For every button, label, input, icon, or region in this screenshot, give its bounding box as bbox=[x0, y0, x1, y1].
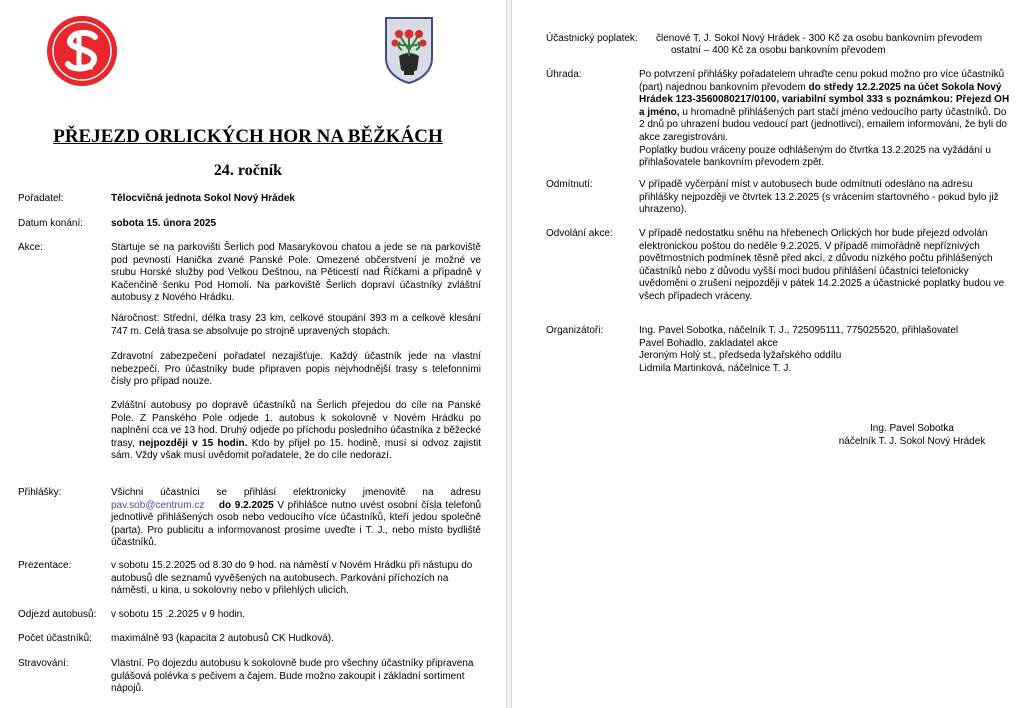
value-odmitnuti: V případě vyčerpání míst v autobusech bude odmítnutí odesláno na adresu přihlášky nejpozději ve čtvrtek 13.2.2025 (s vrácením startovného - pokud bylo již uhrazeno). bbox=[639, 179, 999, 216]
organizer-item: Jeroným Holý st., předseda lyžařského oddílu bbox=[639, 350, 842, 362]
prihlasky-text1: Všichni účastníci se přihlásí elektronicky jmenovitě na adresu bbox=[111, 487, 481, 498]
value-stravovani: Vlastní. Po dojezdu autobusu k sokolovně bude pro všechny účastníky připravena gulášová polévka s pečivem a čajem. Bude možno zakoupit i základní sortiment nápojů. bbox=[111, 658, 474, 695]
uhrada-text3: Poplatky budou vráceny pouze odhlášeným do čtvrtka 13.2.2025 na vyžádání u přihlašovatele bankovním převodem zpět. bbox=[639, 144, 991, 169]
value-uhrada bbox=[639, 69, 1011, 170]
value-akce-p1: Startuje se na parkovišti Šerlich pod Masarykovou chatou a jede se na parkoviště pod pevností Hanička zvané Panské Pole. Omezené občerstvení je možné ve srubu Horské služby pod Velkou Deštnou, na Pěticestí nad Říčkami a případně v Kačenčině šenku Pod Homolí. Na parkoviště Šerlich dopraví účastníky zvláštní autobusy z Nového Hrádku. bbox=[111, 242, 481, 304]
value-akce-p4 bbox=[111, 400, 481, 463]
town-crest-icon bbox=[384, 16, 434, 84]
value-akce-p2: Náročnost: Střední, délka trasy 23 km, celkové stoupání 393 m a celkové klesání 747 m. Celá trasa se absolvuje po strojně upravených stopách. bbox=[111, 313, 481, 337]
label-akce: Akce: bbox=[18, 242, 44, 253]
label-datum: Datum konání: bbox=[18, 218, 84, 229]
prihlasky-deadline: do 9.2.2025 bbox=[218, 499, 274, 511]
label-poradatel: Pořadatel: bbox=[18, 193, 64, 204]
signature-name: Ing. Pavel Sobotka bbox=[870, 423, 954, 434]
organizer-item: Lidmila Martinková, náčelnice T. J. bbox=[639, 362, 792, 374]
label-odvolani: Odvolání akce: bbox=[546, 228, 613, 239]
signature-role: náčelník T. J. Sokol Nový Hrádek bbox=[838, 436, 986, 447]
prihlasky-text2: V přihlášce nutno uvést osobní čísla telefonů jednotlivě přihlášených osob nebo vedoucího více účastníků, kteří jedou společně (parta). Pro publicitu a informovanost prosíme uveďte i T. J., nebo místo bydliště účastníků. bbox=[111, 499, 482, 549]
label-prezentace: Prezentace: bbox=[18, 560, 72, 571]
organizer-item: Pavel Bohadlo, zakladatel akce bbox=[639, 337, 778, 349]
document-title: PŘEJEZD ORLICKÝCH HOR NA BĚŽKÁCH bbox=[53, 126, 443, 147]
page-right bbox=[512, 0, 1024, 708]
value-datum: sobota 15. února 2025 bbox=[111, 218, 217, 229]
label-odjezd: Odjezd autobusů: bbox=[18, 609, 97, 620]
organizer-item: Ing. Pavel Sobotka, náčelník T. J., 725095111, 775025520, přihlašovatel bbox=[639, 325, 959, 336]
value-poplatek-line2: ostatní – 400 Kč za osobu bankovním převodem bbox=[671, 45, 886, 56]
value-odjezd: v sobotu 15 .2.2025 v 9 hodin. bbox=[111, 609, 245, 620]
label-poplatek: Účastnický poplatek: bbox=[546, 33, 638, 44]
label-prihlasky: Přihlášky: bbox=[18, 487, 62, 498]
akce-p4-text-c: Kdo by přijel po 15. hodině, musí si odvoz zajistit sám. Vždy však musí uvědomit pořadatele, že do cíle nedorazí. bbox=[111, 437, 481, 462]
value-prihlasky bbox=[111, 487, 481, 550]
akce-p4-deadline: nejpozději v 15 hodin. bbox=[139, 437, 248, 449]
value-poplatek-line1: členové T. J. Sokol Nový Hrádek - 300 Kč za osobu bankovním převodem bbox=[656, 33, 983, 44]
uhrada-text2: u hromadně přihlášených part stačí jméno vedoucího party účastníků. Do 2 dnů po uhrazení budou vedoucí part (jednotlivci), emailem informováni, že byli do akce zaregistrováni. bbox=[639, 106, 1007, 143]
uhrada-bank-details: do středy 12.2.2025 na účet Sokola Nový Hrádek 123-3560080217/0100, variabilní symbol 333 s poznámkou: Přejezd OH a jméno, bbox=[639, 81, 1010, 118]
label-uhrada: Úhrada: bbox=[546, 69, 582, 80]
organizers-list bbox=[639, 325, 1011, 375]
value-akce-p3: Zdravotní zabezpečení pořadatel nezajišťuje. Každý účastník jede na vlastní nebezpečí. Pro účastníky bude připraven popis nejvhodnější trasy s telefonními čísly pro případ nouze. bbox=[111, 351, 481, 388]
value-pocet: maximálně 93 (kapacita 2 autobusů CK Hudková). bbox=[111, 633, 334, 644]
sokol-logo-icon bbox=[46, 15, 118, 87]
value-poradatel: Tělocvičná jednota Sokol Nový Hrádek bbox=[111, 193, 295, 204]
uhrada-text1: Po potvrzení přihlášky pořadatelem uhraďte cenu pokud možno pro více účastníků (part) najednou bankovním převodem bbox=[639, 69, 1005, 93]
page-left bbox=[0, 0, 506, 708]
email-link[interactable]: pav.sob@centrum.cz bbox=[111, 499, 205, 511]
label-pocet: Počet účastníků: bbox=[18, 633, 92, 644]
label-organizatori: Organizátoři: bbox=[546, 325, 604, 336]
label-stravovani: Stravování: bbox=[18, 658, 69, 669]
label-odmitnuti: Odmítnutí: bbox=[546, 179, 593, 190]
document-edition: 24. ročník bbox=[213, 162, 283, 179]
value-odvolani: V případě nedostatku sněhu na hřebenech Orlických hor bude přejezd odvolán elektronickou poštou do neděle 9.2.2025. V případě mimořádně nepříznivých povětrnostních podmínek těsně před akcí, z důvodu nízkého počtu přihlášených účastníků nebo z důvodu vyšší moci budou přihlášení účastníci telefonicky uvědoměni o zrušení nejpozději v pátek 14.2.2025 a účastnické poplatky budou ve všech případech vráceny. bbox=[639, 228, 1005, 302]
value-prezentace: v sobotu 15.2.2025 od 8.30 do 9 hod. na náměstí v Novém Hrádku při nástupu do autobusů dle seznamů vyvěšených na autobusech. Parkování příchozích na náměstí, u kina, u sokolovny nebo v přilehlých ulicích. bbox=[111, 560, 473, 597]
akce-p4-text-a: Zvláštní autobusy po dopravě účastníků na Šerlich přejedou do cíle na Panské Pole. Z Panského Pole odjede 1. autobus k sokolovně v Novém Hrádku po naplnění cca ve 13 hod. Druhý odjede po příchodu posledního účastníka z běžecké trasy, bbox=[111, 400, 481, 449]
